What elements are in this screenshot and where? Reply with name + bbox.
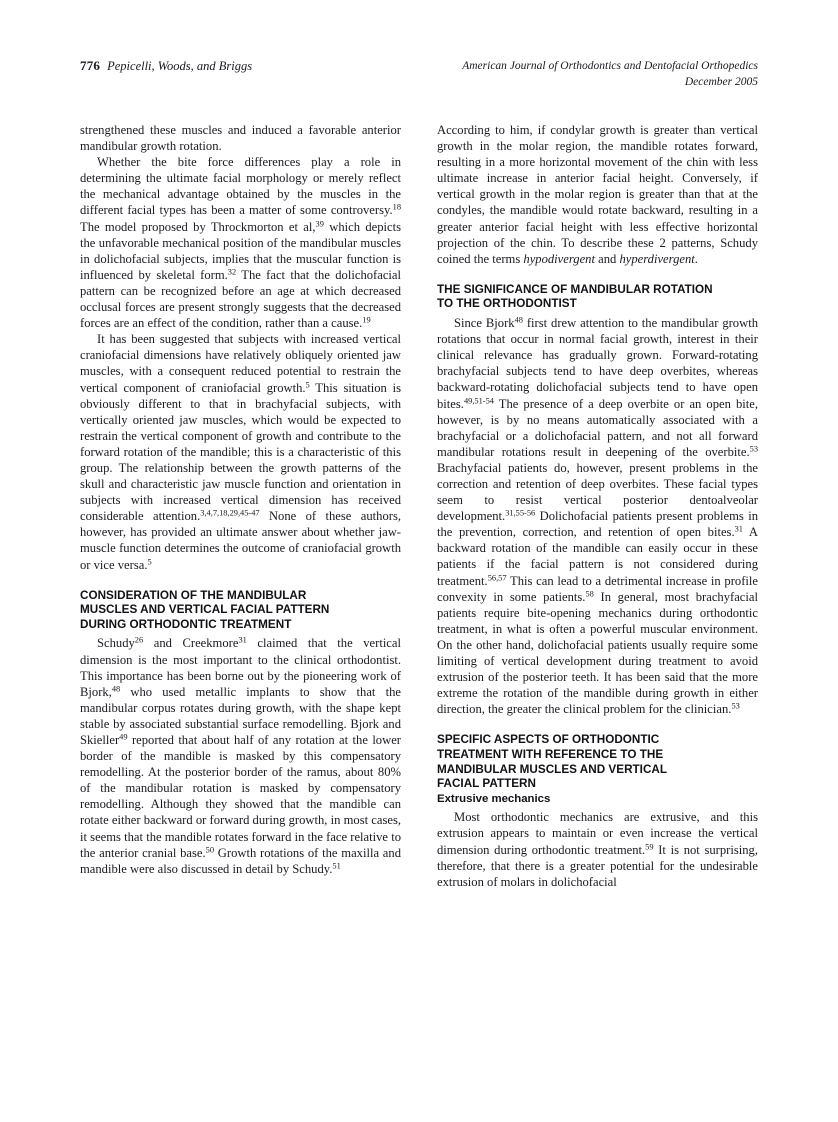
citation-reference: 51 [332,861,341,871]
citation-reference: 53 [731,701,740,711]
paragraph-text: This situation is obviously different to that in brachyfacial subjects, with vertically oriented jaw muscles, which would be expected to restrain the vertical component of growth and contribute to the forward rotation of the mandible; this is a characteristic of this group. The relationship between the growth patterns of the skull and characteristic jaw muscle function and orientation in subjects with increased vertical dimension has received considerable attention. [80,380,401,524]
citation-reference: 32 [227,267,237,277]
paragraph [437,315,758,717]
paragraph-text: Since Bjork [454,316,515,331]
paragraph-text: strengthened these muscles and induced a favorable anterior mandibular growth rotation. [80,123,401,154]
heading-line: MUSCLES AND VERTICAL FACIAL PATTERN [80,603,330,617]
citation-reference: 31 [734,524,743,534]
spacer [437,267,758,283]
paragraph-text: In general, most brachyfacial patients require bite-opening mechanics during orthodontic treatment, in what is often a powerful muscular environment. On the other hand, dolichofacial patients usually require some limiting of vertical development during treatment to avoid extrusion of the posterior teeth. It has been said that the more extreme the rotation of the mandible during growth in either direction, the greater the clinical problem for the clinician. [437,589,758,717]
heading-line: MANDIBULAR MUSCLES AND VERTICAL [437,762,668,776]
citation-reference: 31 [238,636,247,646]
citation-reference: 48 [514,315,523,325]
citation-reference: 5 [305,380,310,390]
citation-reference: 39 [315,219,324,229]
heading-line: DURING ORTHODONTIC TREATMENT [80,617,292,631]
paragraph-text: Growth rotations of the maxilla and mandible were also discussed in detail by Schudy. [80,845,401,876]
citation-reference: 3,4,7,18,29,45-47 [200,508,260,518]
term-hypodivergent: hypodivergent [523,251,595,266]
citation-reference: 5 [147,557,152,567]
citation-reference: 19 [362,315,371,325]
paragraph-text: Whether the bite force differences play a role in determining the ultimate facial morphology or merely reflect the mechanical advantage obtained by the muscles in the different facial types has been a matter of some controversy. [80,155,401,218]
paragraph-text: which depicts the unfavorable mechanical position of the mandibular muscles in dolichofacial subjects, implies that the muscular function is influenced by skeletal form. [80,219,401,282]
citation-reference: 31,55-56 [505,508,536,518]
spacer [437,717,758,733]
left-column [80,122,401,1052]
paragraph-text: Most orthodontic mechanics are extrusive, and this extrusion appears to maintain or even increase the vertical dimension during orthodontic treatment. [437,810,758,857]
paragraph-text: claimed that the vertical dimension is the most important to the clinical orthodontist. This importance has been borne out by the pioneering work of Bjork, [80,636,401,699]
term-hyperdivergent: hyperdivergent [619,251,695,266]
citation-reference: 26 [134,636,144,646]
running-head-left [80,58,252,74]
citation-reference: 50 [205,845,215,855]
citation-reference: 58 [585,589,594,599]
citation-reference: 48 [111,684,121,694]
journal-title-line: American Journal of Orthodontics and Dentofacial Orthopedics [462,60,758,72]
paragraph [80,154,401,331]
citation-reference: 56,57 [487,573,507,583]
running-head [80,58,758,91]
paragraph-text: first drew attention to the mandibular growth rotations that occur in normal facial growth, interest in their clinical relevance has gradually grown. Forward-rotating brachyfacial subjects tend to have deep overbites, whereas backward-rotating dolichofacial subjects tend to have open bites. [437,316,758,411]
paragraph [80,331,401,572]
running-head-journal [462,58,758,91]
paragraph [437,809,758,889]
citation-reference: 49,51-54 [463,396,494,406]
right-column [437,122,758,1052]
paragraph-text: The model proposed by Throckmorton et al, [80,219,316,234]
heading-line: SPECIFIC ASPECTS OF ORTHODONTIC [437,733,660,747]
heading-line: TREATMENT WITH REFERENCE TO THE [437,747,664,761]
paragraph-text: The fact that the dolichofacial pattern can be recognized before an age at which decreased occlusal forces are present strongly suggests that the decreased forces are an effect of the condition, rather than a cause. [80,267,401,331]
paragraph-text: and [594,251,620,266]
paragraph-text: and Creekmore [143,636,239,651]
journal-issue-date: December 2005 [684,76,758,89]
citation-reference: 59 [645,842,654,852]
paragraph-text: reported that about half of any rotation at the lower border of the mandible is masked by this compensatory remodelling. At the posterior border of the ramus, about 80% of the mandibular rotation is masked by compensatory remodelling. Although they showed that the mandible can rotate either backward or forward during growth, in most cases, it seems that the mandible rotates forward in the face relative to the anterior cranial base. [80,732,401,860]
heading-line: FACIAL PATTERN [437,777,536,791]
paragraph-text: According to him, if condylar growth is greater than vertical growth in the molar region, the mandible rotates forward, resulting in a more horizontal movement of the chin with less ultimate increase in anterior facial height. Conversely, if vertical growth in the molar region is greater than that at the condyles, the mandible would rotate backward, resulting in a greater anterior facial height with less effective horizontal projection of the chin. To describe these 2 patterns, Schudy coined the terms [437,123,758,266]
paragraph-text: A backward rotation of the mandible can easily occur in these patients if the facial pattern is not considered during treatment. [437,525,758,588]
paragraph-text: It is not surprising, therefore, that there is a greater potential for the undesirable extrusion of molars in dolichofacial [437,842,758,889]
paragraph-text: Schudy [97,636,135,651]
paragraph-text: None of these authors, however, has provided an ultimate answer about whether jaw-muscle function determines the outcome of craniofacial growth or vice versa. [80,509,401,572]
running-head-authors: Pepicelli, Woods, and Briggs [107,59,253,73]
heading-line: THE SIGNIFICANCE OF MANDIBULAR ROTATION [437,282,713,296]
paragraph [80,635,401,876]
subsection-heading-extrusive-mechanics: Extrusive mechanics [437,792,551,805]
paragraph-text: Dolichofacial patients present problems in the prevention, correction, and retention of open bites. [437,509,758,540]
paragraph-text: . [694,251,698,266]
paragraph-text: who used metallic implants to show that the mandibular corpus rotates during growth, with the shape kept stable by associated substantial surface remodelling. Bjork and Skieller [80,684,401,747]
paragraph [437,122,758,267]
section-heading-consideration [80,589,401,633]
paragraph [80,122,401,154]
body-columns [80,122,758,1052]
spacer [80,573,401,589]
page-folio-number: 776 [80,58,101,73]
paragraph-text: This can lead to a detrimental increase in profile convexity in some patients. [437,573,758,604]
paragraph-text: The presence of a deep overbite or an open bite, however, is by no means automatically associated with a brachyfacial or a dolichofacial pattern, and not all forward mandibular rotations result in deepening of the overbite. [437,396,758,459]
section-heading-significance [437,283,758,312]
heading-line: TO THE ORTHODONTIST [437,297,577,311]
citation-reference: 18 [392,203,401,213]
heading-line: CONSIDERATION OF THE MANDIBULAR [80,588,307,602]
paragraph-text: It has been suggested that subjects with increased vertical craniofacial dimensions have relatively obliquely oriented jaw muscles, with a consequent reduced potential to restrain the vertical component of craniofacial growth. [80,332,401,395]
citation-reference: 49 [119,732,128,742]
paragraph-text: Brachyfacial patients do, however, present problems in the correction and retention of deep overbites. These facial types seem to resist vertical posterior dentoalveolar development. [437,460,758,524]
citation-reference: 53 [749,444,758,454]
section-heading-specific-aspects [437,733,758,791]
